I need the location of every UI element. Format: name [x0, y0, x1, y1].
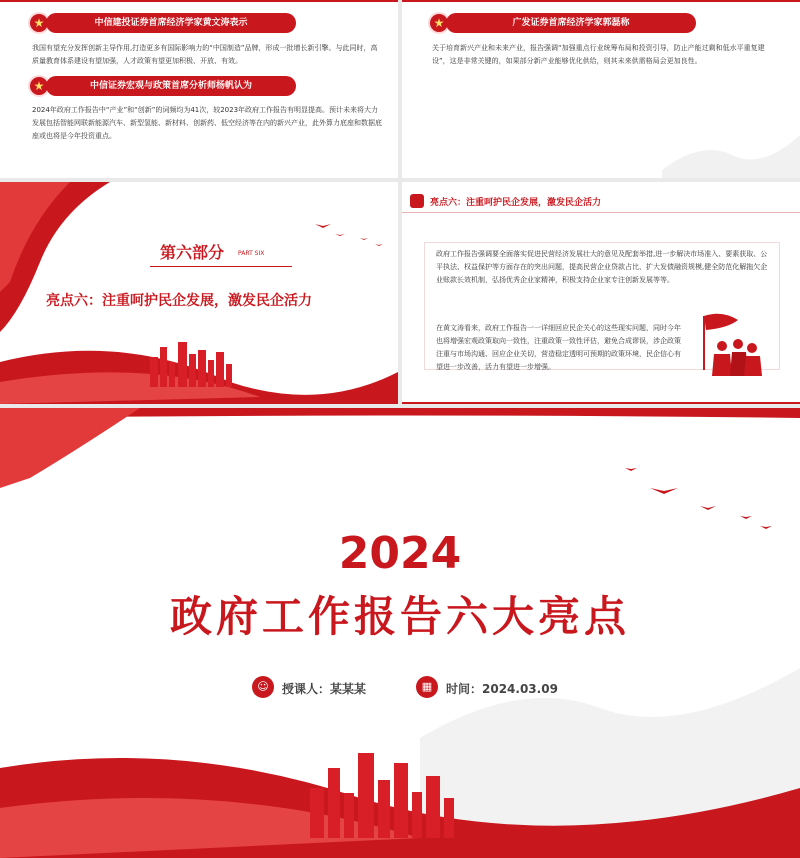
part-en-label: PART SIX — [238, 250, 265, 257]
star-icon: ★ — [28, 12, 50, 34]
cover-year: 2024 — [338, 528, 462, 579]
expert-paragraph-1: 我国有望充分发挥创新主导作用,打造更多有国际影响力的“中国制造”品牌，形成一批增长新引擎。与此同时，高质量教育体系建设有望加强，人才政策有望更加积极、开放、有效。 — [32, 44, 378, 65]
star-icon: ★ — [28, 75, 50, 97]
star-icon: ★ — [428, 12, 450, 34]
flag-crowd-icon — [692, 310, 772, 380]
expert-pill-2: 中信证券宏观与政策首席分析师杨帆认为 — [46, 76, 296, 96]
bottom-red-bar — [402, 402, 800, 404]
expert-pill-1: 中信建投证券首席经济学家黄文涛表示 — [46, 13, 296, 33]
expert-paragraph-2: 2024年政府工作报告中“产业”和“创新”的词频均为41次，较2023年政府工作报告有明显提高。预计未来将大力发展包括智能网联新能源汽车、新型氢能、新材料、创新药、低空经济等在内的新兴产业，此外算力底座和数据底座或也将是今年投资重点。 — [32, 106, 382, 140]
top-red-bar — [402, 0, 800, 2]
header-divider — [402, 212, 800, 213]
part-title: 第六部分 — [160, 243, 225, 262]
bird-icon — [315, 224, 383, 246]
section-title: 亮点六：注重呵护民企发展，激发民企活力 — [430, 198, 602, 208]
calendar-icon: ▦ — [416, 676, 438, 698]
slide-2[interactable] — [402, 0, 800, 178]
user-icon: ☺ — [252, 676, 274, 698]
slide-3[interactable] — [0, 182, 398, 404]
section-headline: 亮点六：注重呵护民企发展，激发民企活力 — [46, 293, 312, 309]
section-header — [402, 190, 800, 212]
slide-5-cover[interactable] — [0, 408, 800, 858]
top-red-bar — [0, 0, 398, 2]
expert-paragraph: 关于培育新兴产业和未来产业，报告强调“加强重点行业统筹布局和投资引导，防止产能过剩和低水平重复建设”，这是非常关键的，如果部分新产业能够优化供给，则其未来供需格局会更加良性。 — [432, 44, 765, 65]
lecturer-text: 授课人：某某某 — [282, 682, 367, 696]
great-wall-decoration — [662, 110, 800, 178]
date-text: 时间：2024.03.09 — [446, 682, 558, 696]
expert-pill: 广发证券首席经济学家郭磊称 — [446, 13, 696, 33]
slide-1[interactable] — [0, 0, 398, 178]
bird-icon — [625, 468, 772, 529]
slide-4[interactable] — [402, 182, 800, 404]
box-icon — [410, 194, 424, 208]
part-underline — [150, 266, 292, 267]
content-paragraph-2: 在黄文涛看来，政府工作报告一一详细回应民企关心的这些现实问题，同时今年也将增强宏观政策取向一致性，注重政策一致性评估，避免合成谬误，涉企政策注重与市场沟通、回应企业关切，营造稳定透明可预期的政策环境，民企信心有望进一步改善，活力有望进一步增强。 — [436, 324, 681, 371]
cover-title: 政府工作报告六大亮点 — [169, 592, 630, 641]
content-paragraph-1: 政府工作报告强调要全面落实促进民营经济发展壮大的意见及配套举措,进一步解决市场准入、要素获取、公平执法、权益保护等方面存在的突出问题，提高民营企业贷款占比、扩大发债融资规模,健全防范化解拖欠企业账款长效机制，弘扬优秀企业家精神，积极支持企业家专注创新发展等等。 — [436, 250, 768, 284]
